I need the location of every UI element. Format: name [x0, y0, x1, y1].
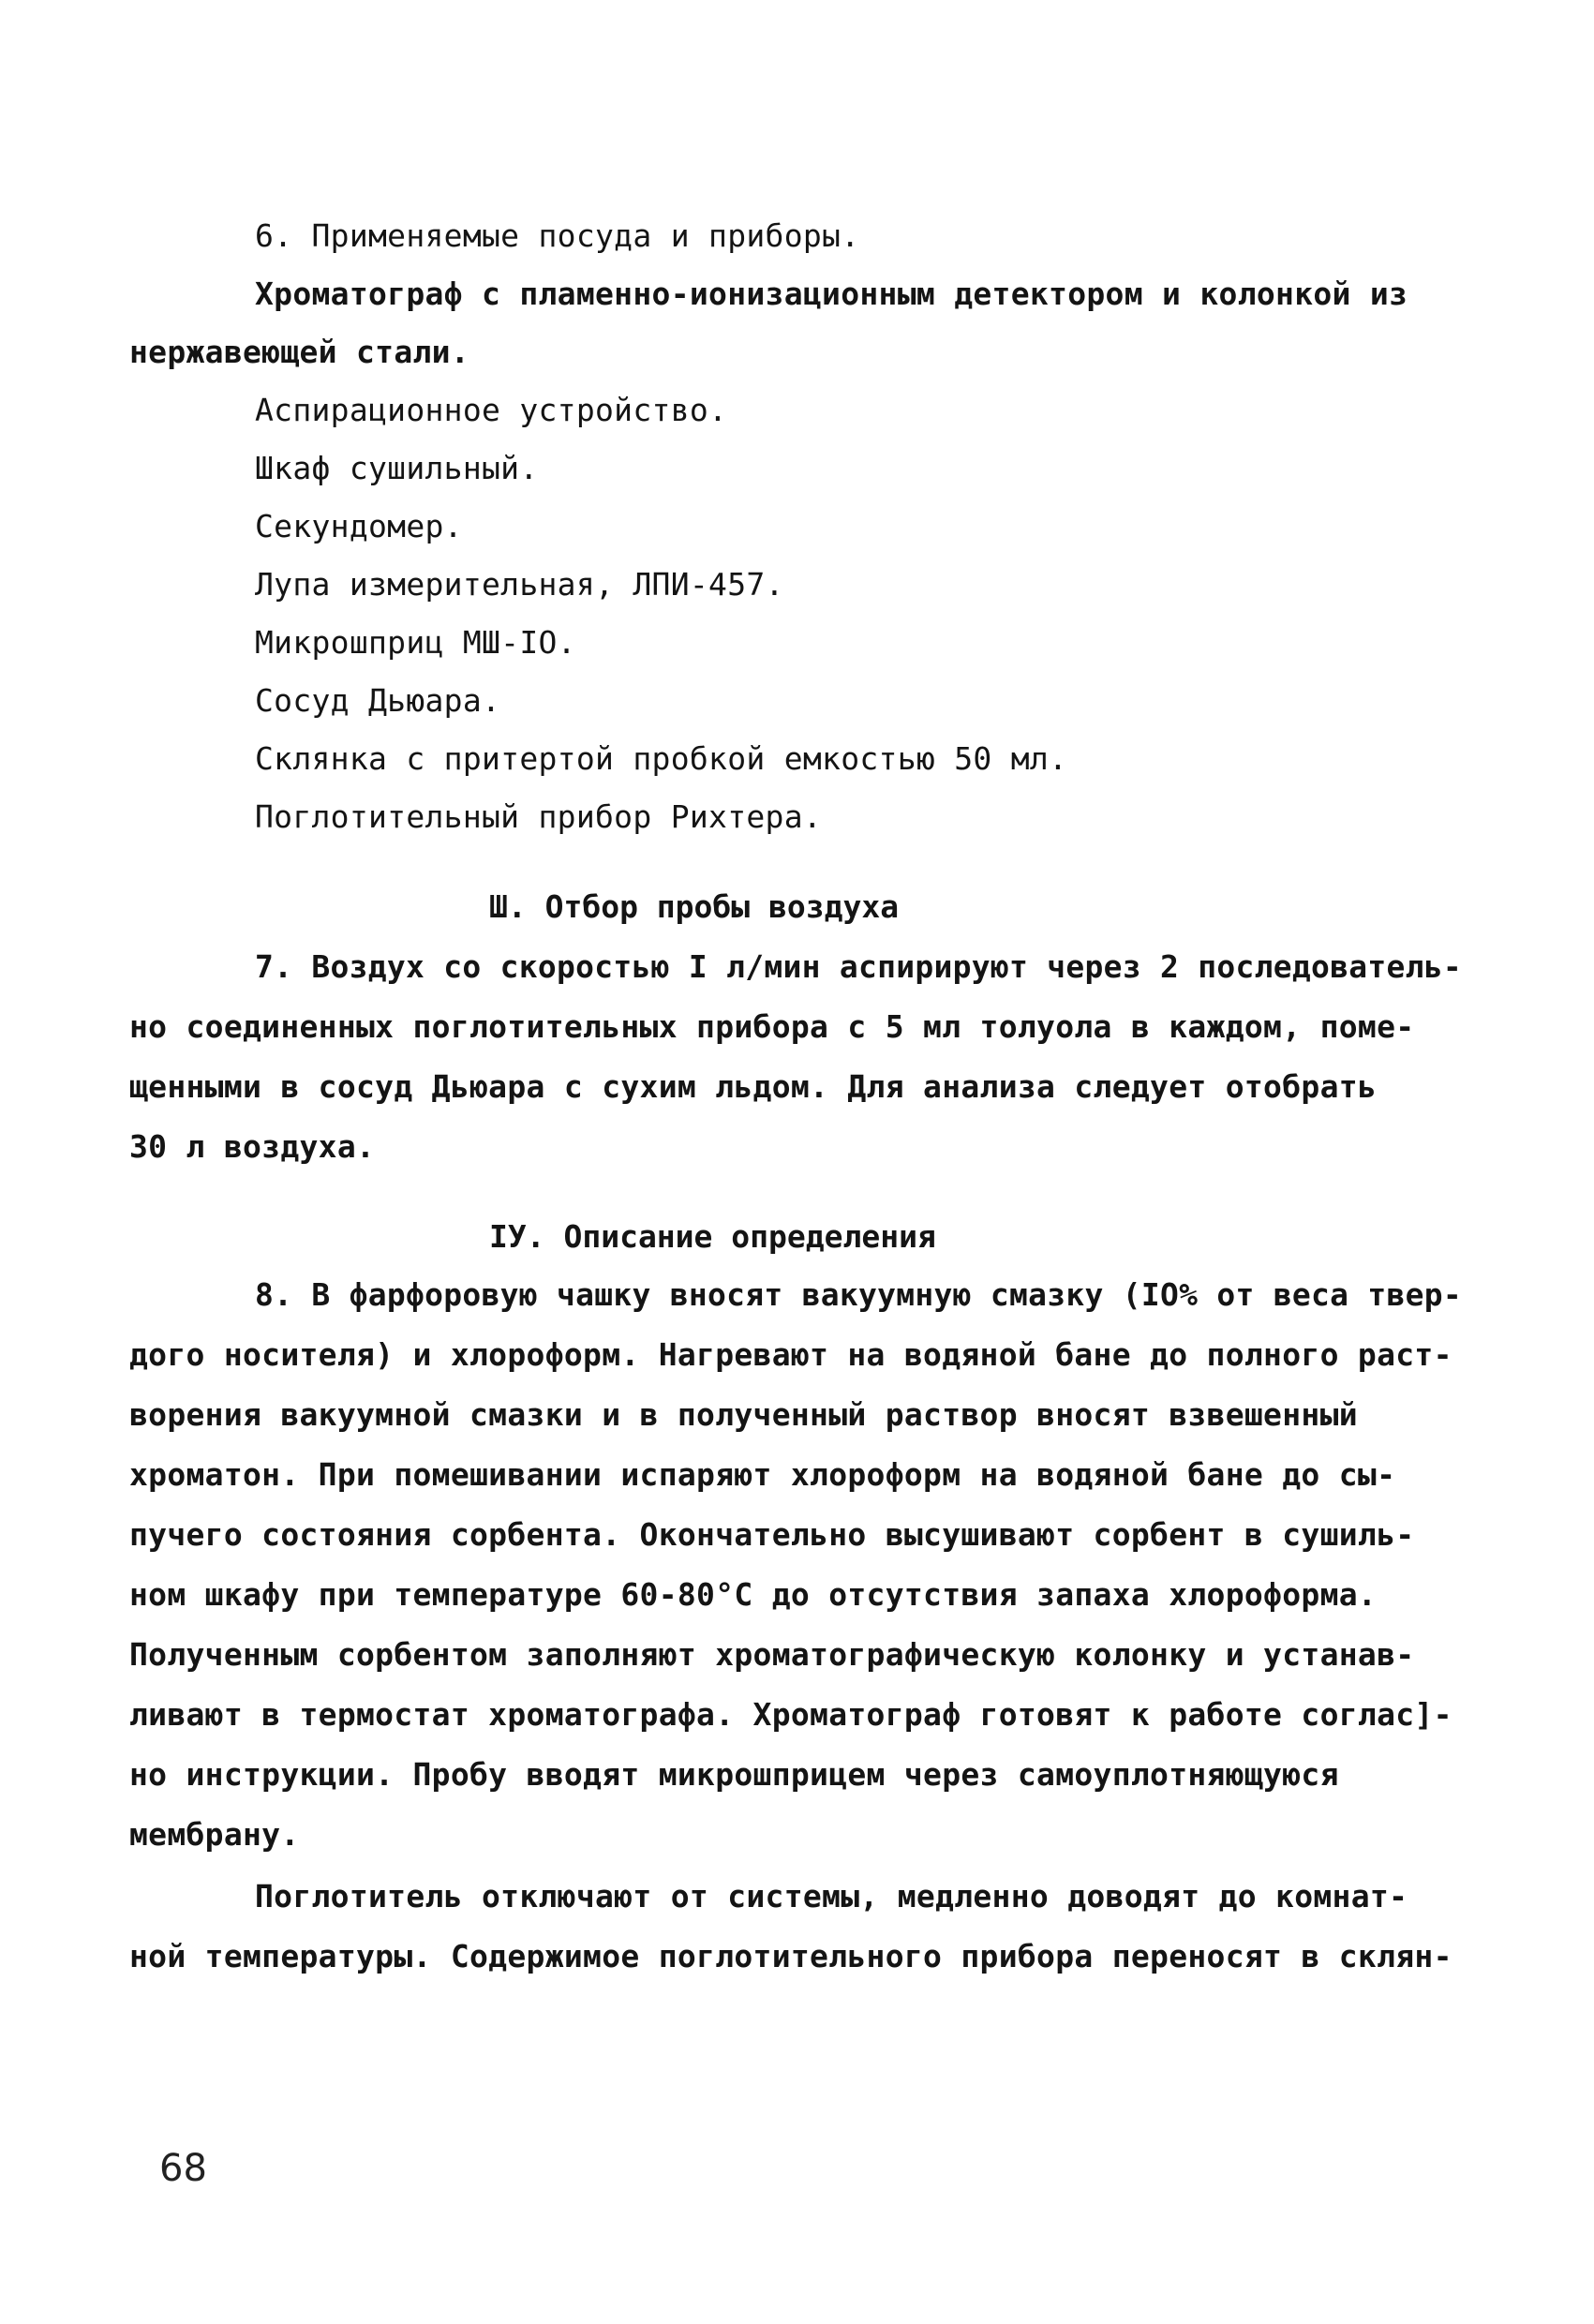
section3-line: щенными в сосуд Дьюара с сухим льдом. Для анализа следует отобрать: [129, 1068, 1378, 1105]
section3-line: 7. Воздух со скоростью I л/мин аспирируют через 2 последователь-: [255, 948, 1463, 985]
section4-paragraph1-line: Полученным сорбентом заполняют хроматографическую колонку и устанав-: [129, 1636, 1415, 1673]
equipment-item: Аспирационное устройство.: [255, 392, 728, 428]
equipment-chromatograph-line1: Хроматограф с пламенно-ионизационным детектором и колонкой из: [255, 276, 1408, 312]
section4-paragraph1-line: но инструкции. Пробу вводят микрошприцем через самоуплотняющуюся: [129, 1756, 1339, 1793]
equipment-item: Шкаф сушильный.: [255, 450, 539, 486]
section4-paragraph1-line: ливают в термостат хроматографа. Хроматограф готовят к работе соглас]-: [129, 1696, 1452, 1733]
page-number: 68: [159, 2147, 207, 2190]
equipment-item: Сосуд Дьюара.: [255, 682, 501, 719]
section3-line: 30 л воздуха.: [129, 1128, 376, 1165]
equipment-chromatograph-line2: нержавеющей стали.: [129, 334, 470, 370]
section4-paragraph1-line: хроматон. При помешивании испаряют хлороформ на водяной бане до сы-: [129, 1456, 1396, 1493]
equipment-item: Склянка с притертой пробкой емкостью 50 мл.: [255, 740, 1068, 777]
section4-heading: IУ. Описание определения: [489, 1218, 936, 1255]
section3-line: но соединенных поглотительных прибора с 5 мл толуола в каждом, поме-: [129, 1008, 1415, 1045]
equipment-item: Секундомер.: [255, 508, 463, 544]
section4-paragraph1-line: ном шкафу при температуре 60-80°С до отсутствия запаха хлороформа.: [129, 1576, 1378, 1613]
section4-paragraph1-line: мембрану.: [129, 1816, 300, 1853]
equipment-item: Лупа измерительная, ЛПИ-457.: [255, 566, 784, 603]
section4-paragraph1-line: 8. В фарфоровую чашку вносят вакуумную смазку (IO% от веса твер-: [255, 1276, 1463, 1313]
equipment-heading: 6. Применяемые посуда и приборы.: [255, 217, 860, 254]
section4-paragraph2-line: ной температуры. Содержимое поглотительного прибора переносят в склян-: [129, 1938, 1452, 1974]
section3-heading: Ш. Отбор пробы воздуха: [489, 888, 900, 925]
section4-paragraph2-line: Поглотитель отключают от системы, медленно доводят до комнат-: [255, 1878, 1408, 1914]
equipment-item: Микрошприц МШ-IO.: [255, 624, 576, 661]
section4-paragraph1-line: пучего состояния сорбента. Окончательно высушивают сорбент в сушиль-: [129, 1516, 1415, 1553]
section4-paragraph1-line: дого носителя) и хлороформ. Нагревают на водяной бане до полного раст-: [129, 1336, 1452, 1373]
section4-paragraph1-line: ворения вакуумной смазки и в полученный раствор вносят взвешенный: [129, 1396, 1358, 1433]
equipment-item: Поглотительный прибор Рихтера.: [255, 798, 823, 835]
